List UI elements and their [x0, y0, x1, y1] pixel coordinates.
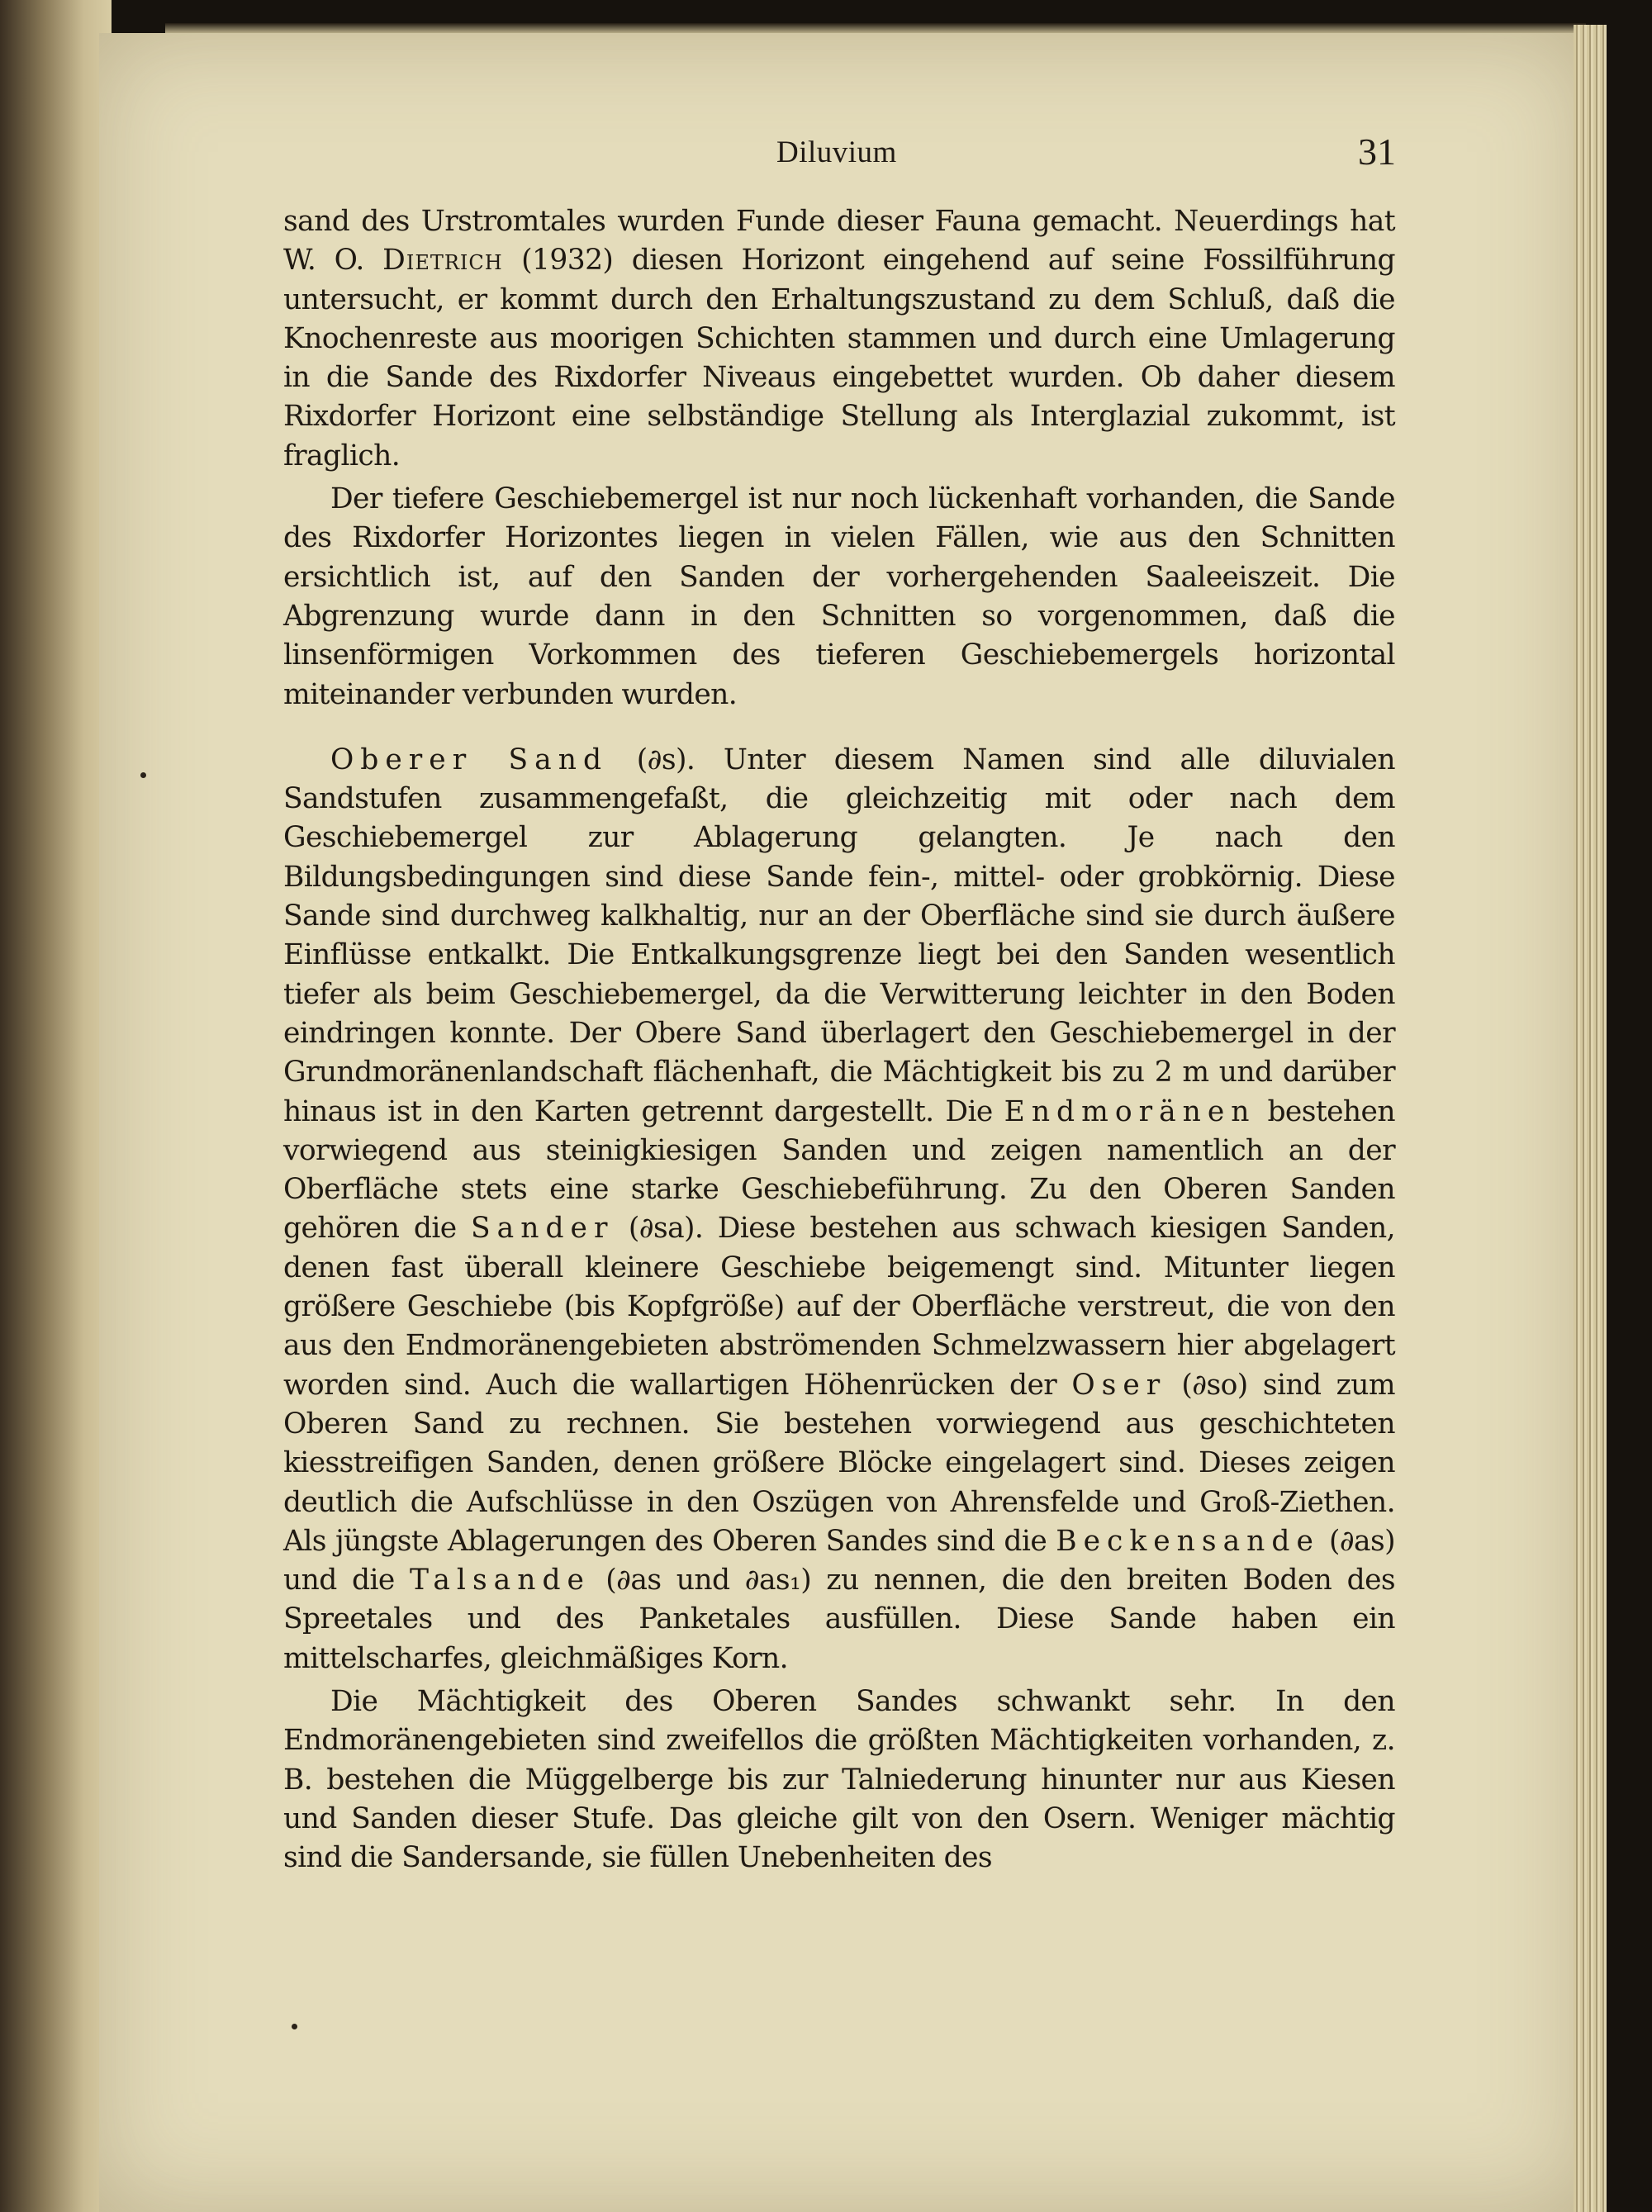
text-run: Der tiefere Geschiebemergel ist nur noch lückenhaft vorhanden, die Sande des Rixdorfer Horizontes liegen in vielen Fällen, wie aus den Schnitten ersichtlich ist, auf den Sanden der vorhergehenden Saaleeiszeit. Die Abgrenzung wurde dann in den Schnitten so vorgenommen, daß die linsenförmigen Vorkommen des tieferen Geschiebemergels horizontal miteinander verbunden wurden. — [283, 482, 1395, 711]
paper-speck — [292, 2024, 297, 2029]
paragraph — [283, 480, 1395, 714]
emphasized-term: Sander — [471, 1212, 615, 1246]
running-head — [281, 131, 1396, 184]
emphasized-term: Oser — [1071, 1368, 1167, 1402]
text-run: (∂s). Unter diesem Namen sind alle diluvialen Sandstufen zusammengefaßt, die gleichzeitig mit oder nach dem Geschiebemergel zur Ablagerung gelangten. Je nach den Bildungsbedingungen sind diese Sande fein-, mittel- oder grobkörnig. Diese Sande sind durchweg kalkhaltig, nur an der Oberfläche sind sie durch äußere Einflüsse entkalkt. Die Entkalkungsgrenze liegt bei den Sanden wesentlich tiefer als beim Geschiebemergel, da die Verwitterung leichter in den Boden eindringen konnte. Der Obere Sand überlagert den Geschiebemergel in der Grundmoränenlandschaft flächenhaft, die Mächtigkeit bis zu 2 m und darüber hinaus ist in den Karten getrennt dargestellt. Die — [283, 743, 1395, 1128]
text-run: (1932) diesen Horizont eingehend auf seine Fossilführung untersucht, er kommt durch den Erhaltungszustand zu dem Schluß, daß die Knochenreste aus moorigen Schichten stammen und durch eine Umlagerung in die Sande des Rixdorfer Niveaus eingebettet wurden. Ob daher diesem Rixdorfer Horizont eine selbständige Stellung als Interglazial zukommt, ist fraglich. — [283, 244, 1395, 472]
paper-speck — [140, 772, 146, 778]
paragraph — [283, 202, 1395, 476]
paragraph — [283, 741, 1395, 1678]
emphasized-term: Oberer Sand — [330, 743, 609, 776]
paragraph — [283, 1683, 1395, 1877]
text-run: Die Mächtigkeit des Oberen Sandes schwankt sehr. In den Endmoränengebieten sind zweifellos die größten Mächtigkeiten vorhanden, z. B. bestehen die Müggelberge bis zur Talniederung hinunter nur aus Kiesen und Sanden dieser Stufe. Das gleiche gilt von den Osern. Weniger mächtig sind die Sandersande, sie füllen Unebenheiten des — [283, 1684, 1395, 1875]
section-gap — [283, 714, 1395, 741]
running-title: Diluvium — [776, 135, 897, 169]
text-run: (∂as und ∂as₁) zu nennen, die den breiten Boden des Spreetales und des Panketales ausfüllen. Diese Sande haben ein mittelscharfes, gleichmäßiges Korn. — [283, 1564, 1395, 1675]
page-number: 31 — [1358, 131, 1396, 173]
emphasized-term: Endmoränen — [1004, 1094, 1256, 1128]
text-run: bestehen vorwiegend aus steinigkiesigen Sanden und zeigen namentlich an der Oberfläche stets eine starke Geschiebeführung. Zu den Oberen Sanden gehören die — [283, 1094, 1395, 1246]
body-text — [283, 202, 1395, 1877]
text-run: (∂as) und die — [283, 1524, 1395, 1597]
text-run: sand des Urstromtales wurden Funde dieser Fauna gemacht. Neuerdings hat W. O. — [283, 205, 1395, 278]
text-run: (∂sa). Diese bestehen aus schwach kiesigen Sanden, denen fast überall kleinere Geschiebe beigemengt sind. Mitunter liegen größere Geschiebe (bis Kopfgröße) auf der Oberfläche verstreut, die von den aus den Endmoränengebieten abströmenden Schmelzwassern hier abgelagert worden sind. Auch die wallartigen Höhenrücken der — [283, 1212, 1395, 1402]
emphasized-term: Dietrich — [382, 244, 503, 278]
page-stack-edge — [1574, 25, 1607, 2212]
book-gutter — [0, 0, 112, 2212]
emphasized-term: Talsande — [410, 1564, 591, 1597]
emphasized-term: Beckensande — [1056, 1524, 1320, 1558]
text-run: (∂so) sind zum Oberen Sand zu rechnen. Sie bestehen vorwiegend aus geschichteten kiesstreifigen Sanden, denen größere Blöcke eingelagert sind. Dieses zeigen deutlich die Aufschlüsse in den Oszügen von Ahrensfelde und Groß-Ziethen. Als jüngste Ablagerungen des Oberen Sandes sind die — [283, 1368, 1395, 1558]
